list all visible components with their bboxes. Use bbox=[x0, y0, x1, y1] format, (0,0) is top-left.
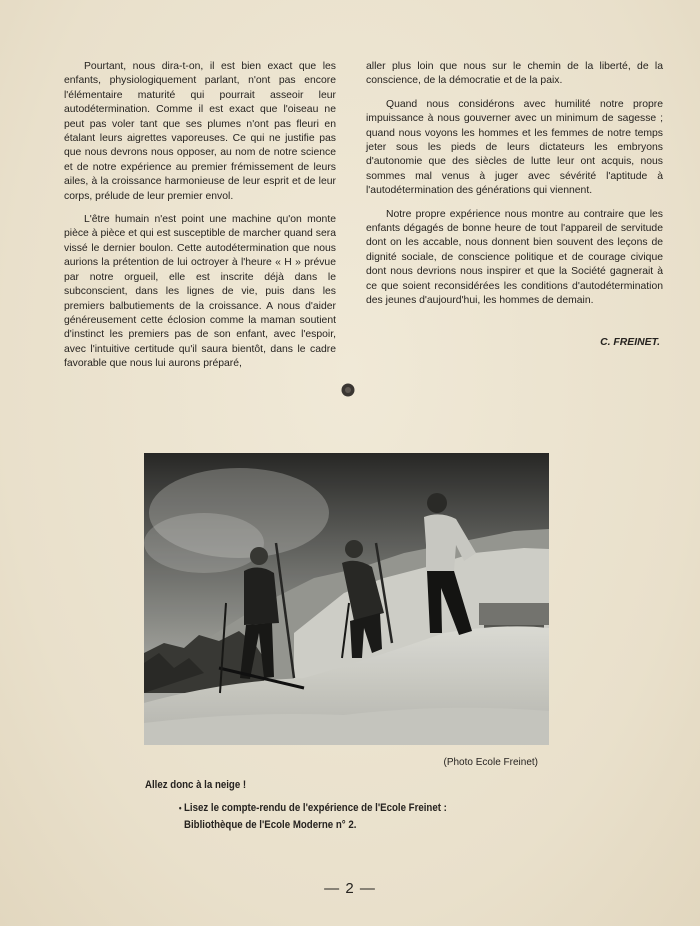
photo-credit: (Photo Ecole Freinet) bbox=[443, 757, 538, 768]
photo-caption-title: Allez donc à la neige ! bbox=[145, 779, 247, 791]
ornament-icon bbox=[341, 383, 355, 397]
page-number: — 2 — bbox=[324, 880, 376, 897]
paragraph: Quand nous considérons avec humilité notre propre impuissance à nous gouverner avec un minimum de sagesse ; quand nous voyons les hommes et les femmes de notre temps jeter sous les pieds de leurs dictateurs les embryons d'autonomie que des siècles de lutte leur ont acquis, nous sommes mal venus à juger avec sévérité l'aptitude à l'autodétermination des générations qui viennent. bbox=[366, 98, 663, 197]
author-signature: C. FREINET. bbox=[600, 337, 660, 348]
paragraph: aller plus loin que nous sur le chemin de la liberté, de la conscience, de la démocratie et de la paix. bbox=[366, 61, 663, 87]
paragraph: L'être humain n'est point une machine qu'on monte pièce à pièce et qui est susceptible de marcher quand sera vissé le dernier boulon. Cette autodétermination que nous aurions la prétention de lui octroyer à l'heure « H » prévue par notre orgueil, elle est inscrite déjà dans le subconscient, dans les lignes de vie, puis dans les premiers balbutiements de la croissance. A nous d'aider généreusement cette éclosion comme la maman soutient d'instinct les premiers pas de son enfant, avec l'espoir, avec l'intuitive certitude qu'il saura bientôt, dans le cadre favorable que nous lui aurons préparé, bbox=[64, 214, 336, 370]
photo-caption-note bbox=[178, 800, 447, 834]
caption-note-line: Lisez le compte-rendu de l'expérience de l'Ecole Freinet : bbox=[184, 802, 447, 814]
bullet-icon: • bbox=[178, 803, 182, 813]
caption-note-line: Bibliothèque de l'Ecole Moderne n° 2. bbox=[184, 819, 357, 831]
article-left-column bbox=[64, 60, 336, 381]
paragraph: Pourtant, nous dira-t-on, il est bien exact que les enfants, physiologiquement parlant, n'ont pas encore l'élémentaire maturité qui pourrait asseoir leur autodétermination. Comme il est exact que l'oiseau ne peut pas voler tant que ses plumes n'ont pas fleuri en étalant leurs aigrettes vaporeuses. Ce qui ne justifie pas que nous devrons nous opposer, au nom de notre science et de notre expérience au premier frémissement de leurs ailes, à la croissance harmonieuse de leur esprit et de leur corps, prélude de leur premier envol. bbox=[64, 61, 336, 202]
paragraph: Notre propre expérience nous montre au contraire que les enfants dégagés de bonne heure de tout l'appareil de servitude dont on les accable, nous donnent bien souvent des leçons de dignité sociale, de conscience politique et de courage civique dont nous devrions nous inspirer et que la Société gagnerait à ce que soient reconsidérées les conditions d'autodétermination des jeunes d'aujourd'hui, les hommes de demain. bbox=[366, 208, 663, 307]
article-right-column bbox=[366, 60, 663, 318]
snow-photo bbox=[144, 453, 549, 745]
